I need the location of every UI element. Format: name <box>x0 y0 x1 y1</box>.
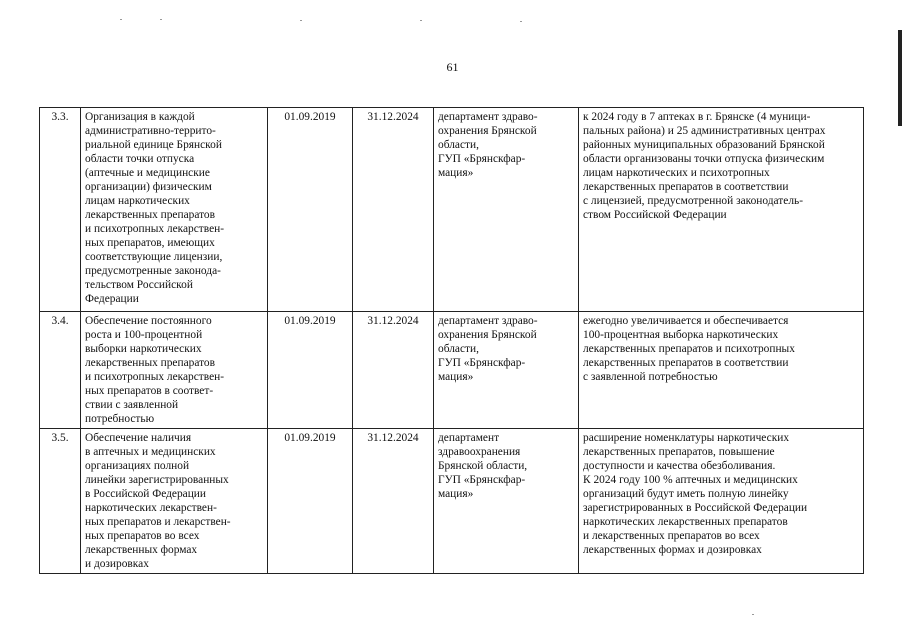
end-date-cell: 31.12.2024 <box>353 312 434 429</box>
scan-speck <box>520 21 522 22</box>
result-cell: к 2024 году в 7 аптеках в г. Брянске (4 муници- пальных района) и 25 административных центрах районных муниципальных образований Брянской области организованы точки отпуска физическим лицам наркотических и психотропных лекарственных препаратов в соответствии с лицензией, предусмотренной законодатель- ством Российской Федерации <box>579 108 864 312</box>
scan-speck <box>300 20 302 21</box>
scan-speck <box>160 19 162 20</box>
scan-speck <box>120 19 122 20</box>
activity-cell: Обеспечение постоянного роста и 100-процентной выборки наркотических лекарственных препаратов и психотропных лекарствен- ных препаратов в соответ- ствии с заявленной потребностью <box>81 312 268 429</box>
scan-edge-mark <box>898 30 902 126</box>
page-number: 61 <box>446 60 459 74</box>
measures-table <box>39 107 864 574</box>
row-number: 3.5. <box>40 429 81 574</box>
scan-speck <box>420 20 422 21</box>
table-row <box>40 429 864 574</box>
responsible-cell: департамент здравоохранения Брянской области, ГУП «Брянскфар- мация» <box>434 429 579 574</box>
result-cell: расширение номенклатуры наркотических лекарственных препаратов, повышение доступности и качества обезболивания. К 2024 году 100 % аптечных и медицинских организаций будут иметь полную линейку зарегистрированных в Российской Федерации наркотических лекарственных препаратов и лекарственных препаратов во всех лекарственных формах и дозировках <box>579 429 864 574</box>
start-date-cell: 01.09.2019 <box>268 312 353 429</box>
end-date-cell: 31.12.2024 <box>353 429 434 574</box>
end-date-cell: 31.12.2024 <box>353 108 434 312</box>
activity-cell: Организация в каждой административно-террито- риальной единице Брянской области точки отпуска (аптечные и медицинские организации) физическим лицам наркотических лекарственных препаратов и психотропных лекарствен- ных препаратов, имеющих соответствующие лицензии, предусмотренные законода- тельством Российской Федерации <box>81 108 268 312</box>
responsible-cell: департамент здраво- охранения Брянской области, ГУП «Брянскфар- мация» <box>434 108 579 312</box>
table-row <box>40 312 864 429</box>
result-cell: ежегодно увеличивается и обеспечивается 100-процентная выборка наркотических лекарственных препаратов и психотропных лекарственных препаратов в соответствии с заявленной потребностью <box>579 312 864 429</box>
scan-speck <box>752 614 754 615</box>
row-number: 3.4. <box>40 312 81 429</box>
table-row <box>40 108 864 312</box>
row-number: 3.3. <box>40 108 81 312</box>
responsible-cell: департамент здраво- охранения Брянской области, ГУП «Брянскфар- мация» <box>434 312 579 429</box>
activity-cell: Обеспечение наличия в аптечных и медицинских организациях полной линейки зарегистрированных в Российской Федерации наркотических лекарствен- ных препаратов и лекарствен- ных препаратов во всех лекарственных формах и дозировках <box>81 429 268 574</box>
start-date-cell: 01.09.2019 <box>268 429 353 574</box>
start-date-cell: 01.09.2019 <box>268 108 353 312</box>
